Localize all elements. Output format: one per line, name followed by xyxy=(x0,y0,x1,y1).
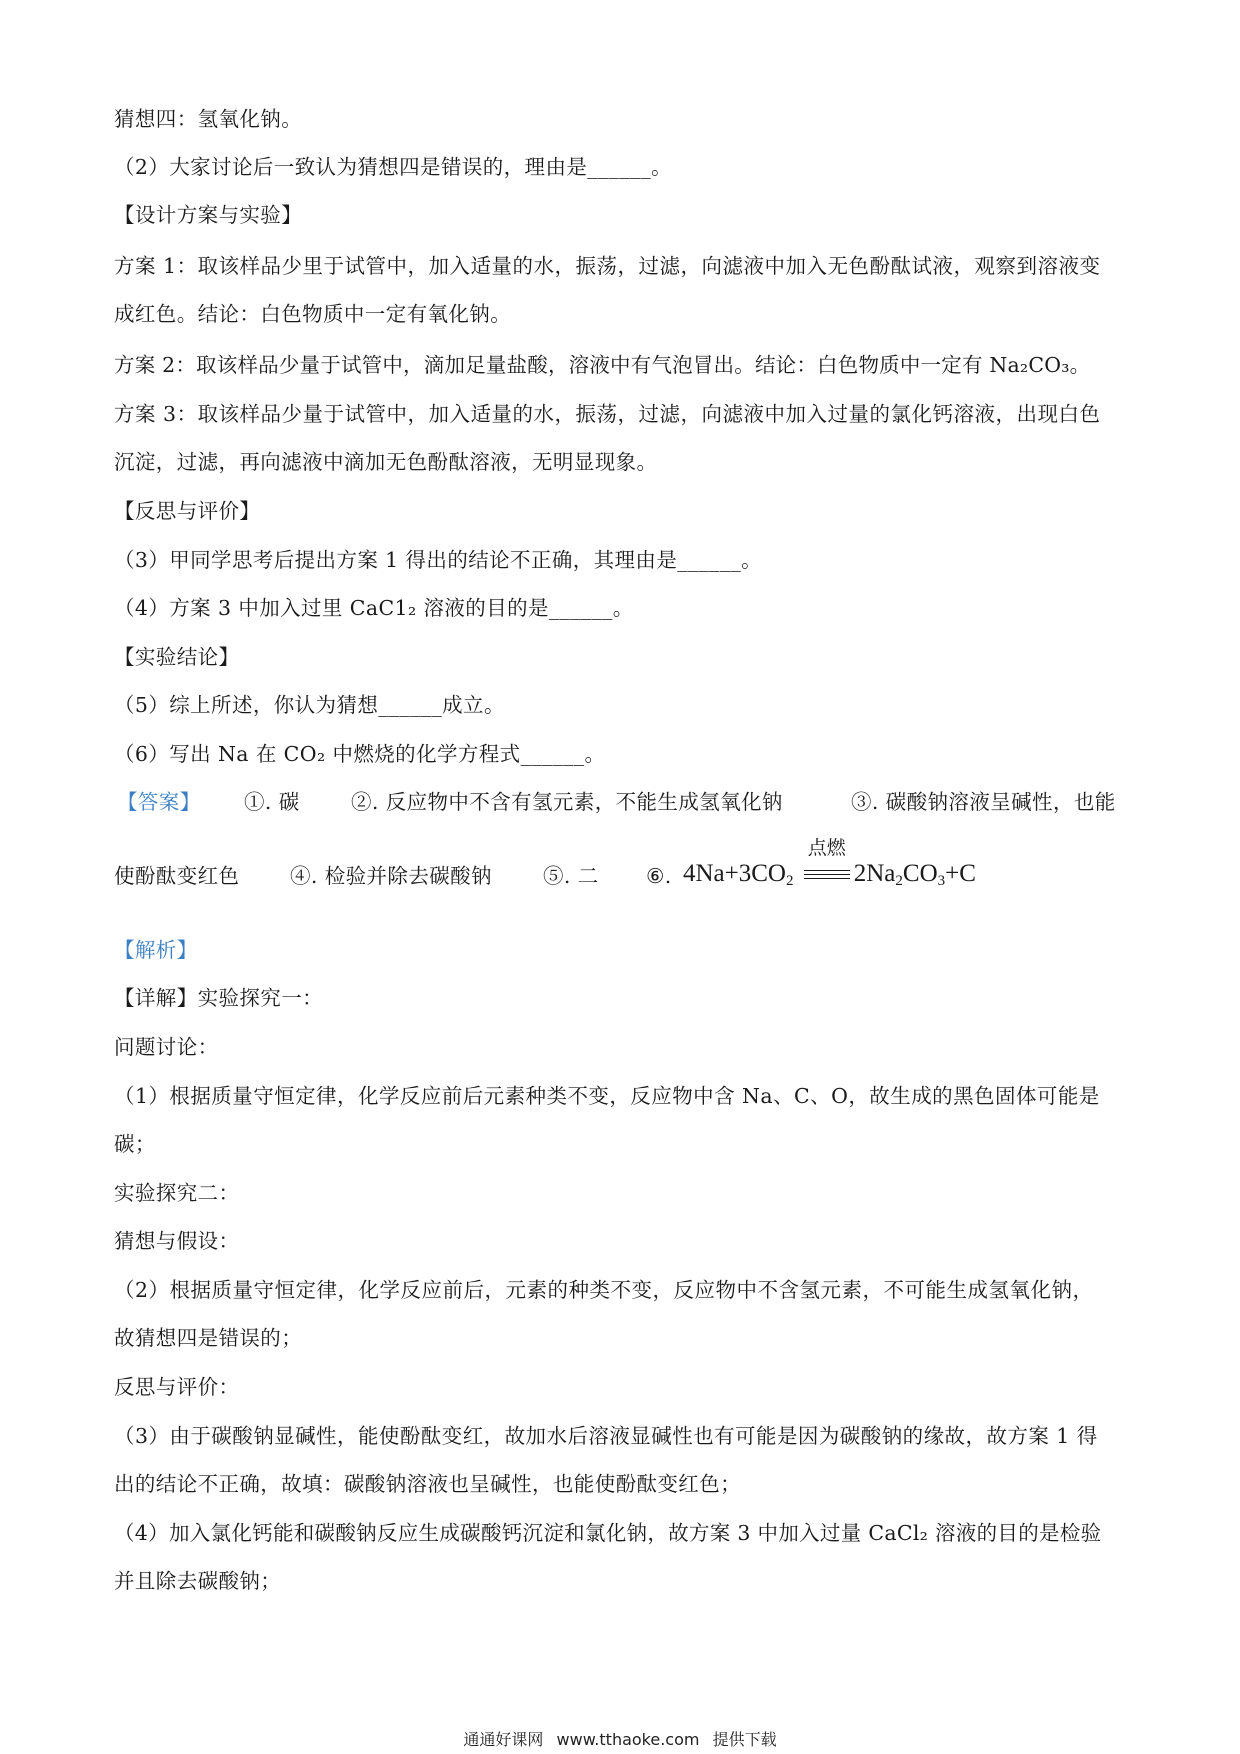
plan-3-line-1: 方案 3：取该样品少量于试管中，加入适量的水，振荡，过滤，向滤液中加入过量的氯化钙溶液，出现白色 xyxy=(114,402,1101,426)
equation-right-a: 2Na xyxy=(853,860,896,887)
question-3: （3）甲同学思考后提出方案 1 得出的结论不正确，其理由是______。 xyxy=(114,548,763,572)
analysis-line: 故猜想四是错误的； xyxy=(114,1326,303,1350)
question-4: （4）方案 3 中加入过里 CaC1₂ 溶液的目的是______。 xyxy=(114,596,634,620)
page-footer xyxy=(0,1727,1240,1750)
plan-1-line-2: 成红色。结论：白色物质中一定有氧化钠。 xyxy=(114,302,512,326)
answer-item-1: ①. 碳 xyxy=(244,790,300,814)
footer-url[interactable]: www.tthaoke.com xyxy=(556,1730,700,1749)
answer-item-2: ②. 反应物中不含有氢元素，不能生成氢氧化钠 xyxy=(351,790,783,814)
analysis-label: 【解析】 xyxy=(114,938,198,962)
analysis-line: （2）根据质量守恒定律，化学反应前后，元素的种类不变，反应物中不含氢元素，不可能生成氢氧化钠， xyxy=(114,1278,1094,1302)
analysis-line: 【详解】实验探究一： xyxy=(114,986,323,1010)
plan-3-line-2: 沉淀，过滤，再向滤液中滴加无色酚酞溶液，无明显现象。 xyxy=(114,450,658,474)
answer-item-3-cont: 使酚酞变红色 xyxy=(114,864,240,888)
section-reflection-heading: 【反思与评价】 xyxy=(114,499,261,523)
analysis-line: 并且除去碳酸钠； xyxy=(114,1569,282,1593)
analysis-line: 反思与评价： xyxy=(114,1375,240,1399)
equation-left: 4Na+3CO xyxy=(683,860,786,887)
chemical-equation xyxy=(683,837,976,896)
footer-note: 提供下载 xyxy=(712,1730,777,1749)
equation-right-b: CO xyxy=(902,860,938,887)
analysis-line: 问题讨论： xyxy=(114,1035,219,1059)
plan-1-line-1: 方案 1：取该样品少里于试管中，加入适量的水，振荡，过滤，向滤液中加入无色酚酞试液，观察到溶液变 xyxy=(114,254,1101,278)
question-6: （6）写出 Na 在 CO₂ 中燃烧的化学方程式______。 xyxy=(114,742,606,766)
footer-site-name: 通通好课网 xyxy=(463,1730,544,1749)
guess-four: 猜想四：氢氧化钠。 xyxy=(114,107,303,131)
analysis-line: 猜想与假设： xyxy=(114,1229,240,1253)
answer-label: 【答案】 xyxy=(117,790,201,814)
answer-item-3: ③. 碳酸钠溶液呈碱性，也能 xyxy=(851,790,1116,814)
equation-right-sub-1: 2 xyxy=(895,873,903,889)
answer-item-5: ⑤. 二 xyxy=(543,864,599,888)
reaction-condition: 点燃 xyxy=(807,837,846,859)
section-conclusion-heading: 【实验结论】 xyxy=(114,645,240,669)
plan-2: 方案 2：取该样品少量于试管中，滴加足量盐酸，溶液中有气泡冒出。结论：白色物质中一定有 Na₂CO₃。 xyxy=(114,353,1091,377)
answer-item-4: ④. 检验并除去碳酸钠 xyxy=(290,864,492,888)
equation-right-sub-2: 3 xyxy=(937,873,946,889)
question-5: （5）综上所述，你认为猜想______成立。 xyxy=(114,693,505,717)
analysis-line: （4）加入氯化钙能和碳酸钠反应生成碳酸钙沉淀和氯化钠，故方案 3 中加入过量 CaCl₂ 溶液的目的是检验 xyxy=(114,1521,1102,1545)
analysis-line: （1）根据质量守恒定律，化学反应前后元素种类不变，反应物中含 Na、C、O，故生成的黑色固体可能是 xyxy=(114,1084,1100,1108)
question-2: （2）大家讨论后一致认为猜想四是错误的，理由是______。 xyxy=(114,155,673,179)
equation-left-subscript: 2 xyxy=(785,873,794,889)
answer-item-6: ⑥. xyxy=(646,864,672,888)
equation-right-c: +C xyxy=(945,860,976,887)
analysis-line: 出的结论不正确，故填：碳酸钠溶液也呈碱性，也能使酚酞变红色； xyxy=(114,1472,741,1496)
analysis-line: （3）由于碳酸钠显碱性，能使酚酞变红，故加水后溶液显碱性也有可能是因为碳酸钠的缘故，故方案 1 得 xyxy=(114,1424,1098,1448)
analysis-line: 实验探究二： xyxy=(114,1181,240,1205)
reaction-arrow xyxy=(802,837,852,889)
analysis-line: 碳； xyxy=(114,1132,156,1156)
section-design-heading: 【设计方案与实验】 xyxy=(114,203,303,227)
